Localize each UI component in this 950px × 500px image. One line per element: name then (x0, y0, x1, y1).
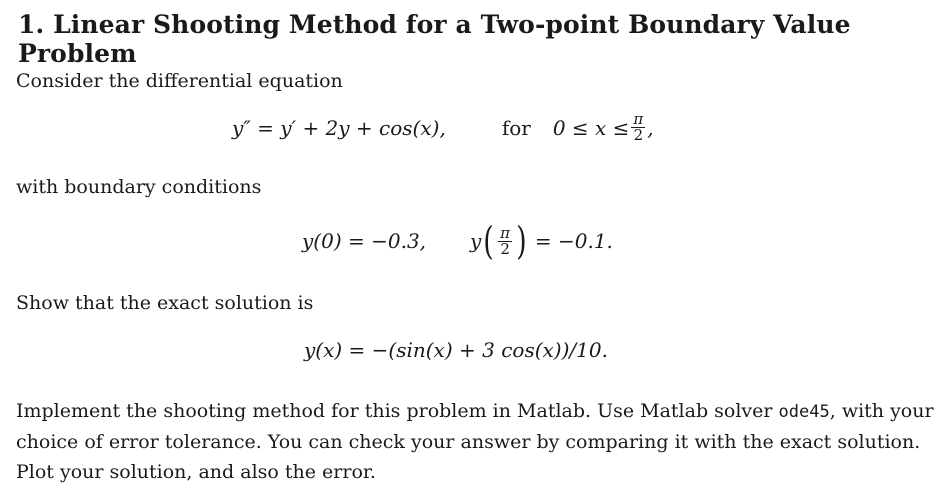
bc-right-fraction (498, 223, 512, 258)
ode-lhs: y″ = y′ + 2y + cos(x), (232, 115, 446, 140)
ode-range-fraction (631, 112, 645, 143)
ode-for-word: for (501, 115, 531, 140)
bc-intro-text: with boundary conditions (16, 176, 262, 198)
task-paragraph (16, 396, 936, 487)
exact-intro-text: Show that the exact solution is (16, 292, 314, 314)
intro-text: Consider the differential equation (16, 70, 343, 92)
task-part2: , with your choice of error tolerance. You can check your answer by comparing it with the exact solution. Plot your solution, and also the error. (16, 400, 934, 483)
bc-right-value: = −0.1. (534, 229, 613, 253)
ode-range-num: π (633, 110, 644, 128)
problem-heading: 1. Linear Shooting Method for a Two-point Boundary Value Problem (18, 10, 851, 68)
bc-left: y(0) = −0.3, (302, 229, 427, 253)
bc-right-num: π (500, 223, 511, 242)
task-part1: Implement the shooting method for this problem in Matlab. Use Matlab solver (16, 400, 779, 422)
exact-solution-text: y(x) = −(sin(x) + 3 cos(x))/10. (304, 338, 608, 362)
boundary-conditions: y(0) = −0.3, y ( $\frac{\pi}{2}$ ) = −0.1. (302, 219, 613, 263)
ode-range-left: 0 ≤ x ≤ (552, 115, 630, 140)
bc-right-den: 2 (500, 239, 510, 258)
bc-right-fn: y (470, 229, 482, 253)
ode-range-den: 2 (633, 126, 644, 144)
exact-solution (304, 338, 608, 362)
ode-range-end: , (647, 115, 654, 140)
solver-name: ode45 (778, 402, 830, 422)
ode-equation (232, 112, 654, 143)
